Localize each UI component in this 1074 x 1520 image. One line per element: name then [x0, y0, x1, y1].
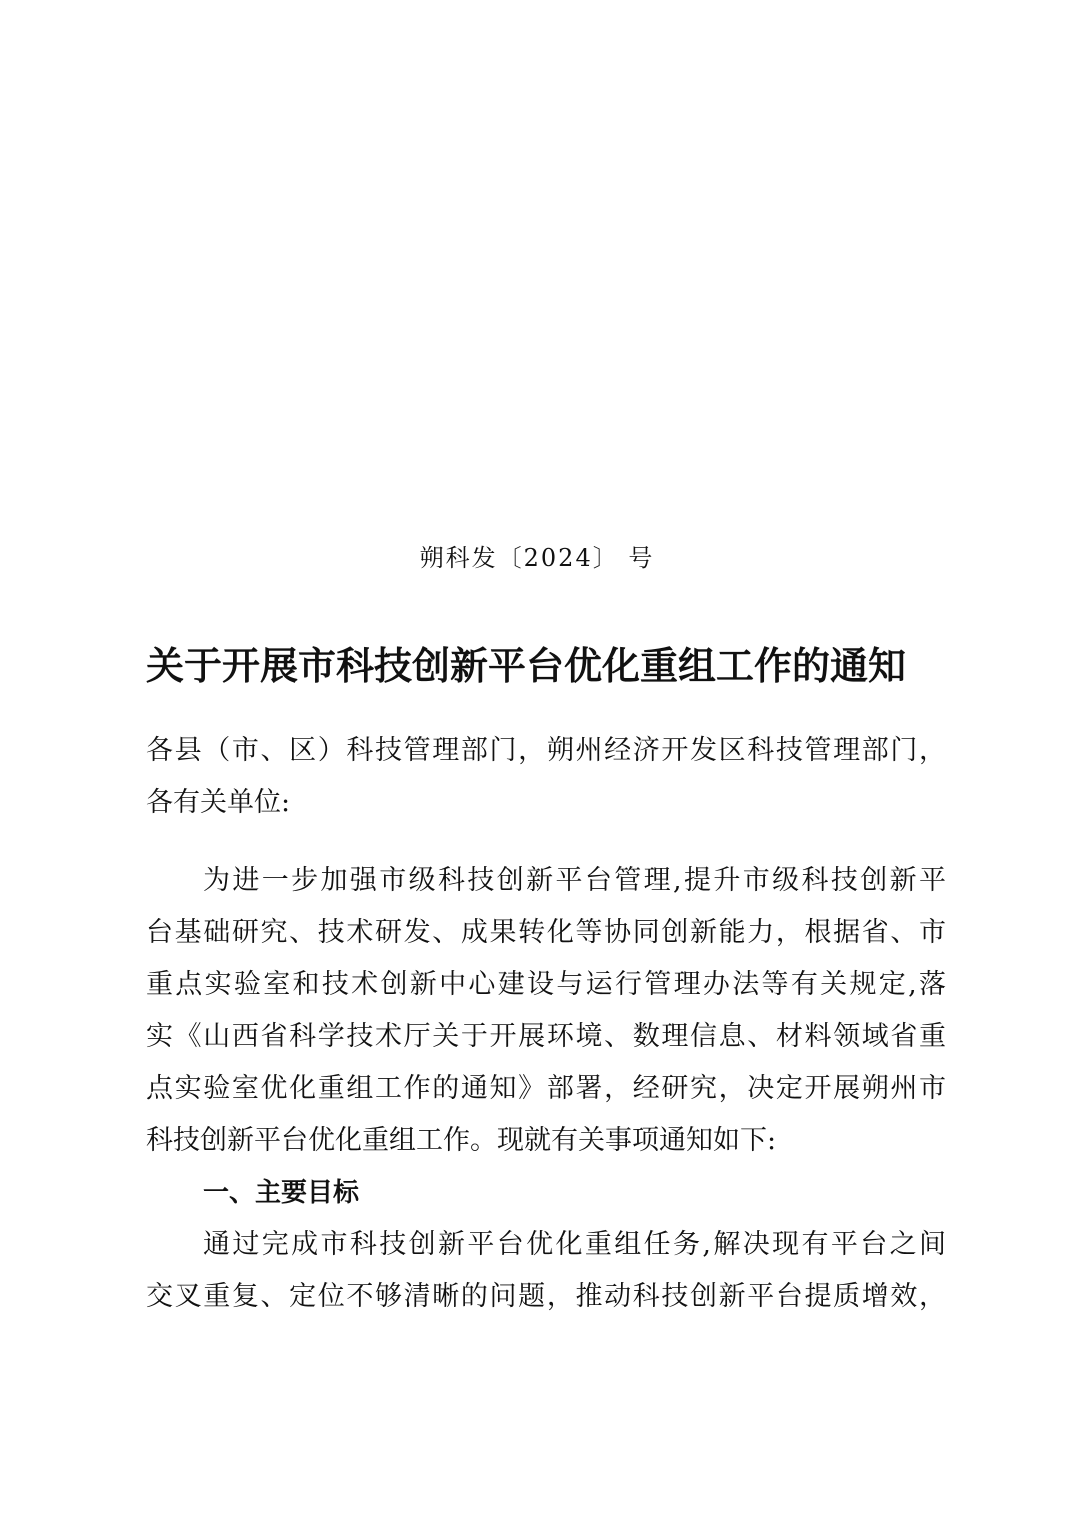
- paragraph-line: 点实验室优化重组工作的通知》部署，经研究，决定开展朔州市: [146, 1073, 946, 1104]
- paragraph-goals: [146, 1219, 946, 1323]
- section-heading-block: [146, 1167, 946, 1219]
- paragraph-intro: [146, 855, 946, 1167]
- document-number: 朔科发〔2024〕 号: [419, 544, 655, 572]
- salutation-line: 各有关单位:: [146, 787, 291, 818]
- paragraph-line: 实《山西省科学技术厅关于开展环境、数理信息、材料领域省重: [146, 1021, 946, 1052]
- salutation-line: 各县（市、区）科技管理部门，朔州经济开发区科技管理部门，: [146, 735, 946, 766]
- salutation: [146, 725, 946, 829]
- paragraph-line: 科技创新平台优化重组工作。现就有关事项通知如下:: [146, 1125, 777, 1156]
- paragraph-line: 交叉重复、定位不够清晰的问题，推动科技创新平台提质增效，: [146, 1281, 946, 1312]
- paragraph-line: 台基础研究、技术研发、成果转化等协同创新能力，根据省、市: [146, 917, 946, 948]
- document-title: 关于开展市科技创新平台优化重组工作的通知: [146, 643, 907, 688]
- paragraph-line: 重点实验室和技术创新中心建设与运行管理办法等有关规定,落: [146, 969, 946, 1000]
- section-heading: 一、主要目标: [203, 1178, 360, 1208]
- paragraph-line: 通过完成市科技创新平台优化重组任务,解决现有平台之间: [203, 1229, 946, 1260]
- paragraph-line: 为进一步加强市级科技创新平台管理,提升市级科技创新平: [203, 865, 946, 896]
